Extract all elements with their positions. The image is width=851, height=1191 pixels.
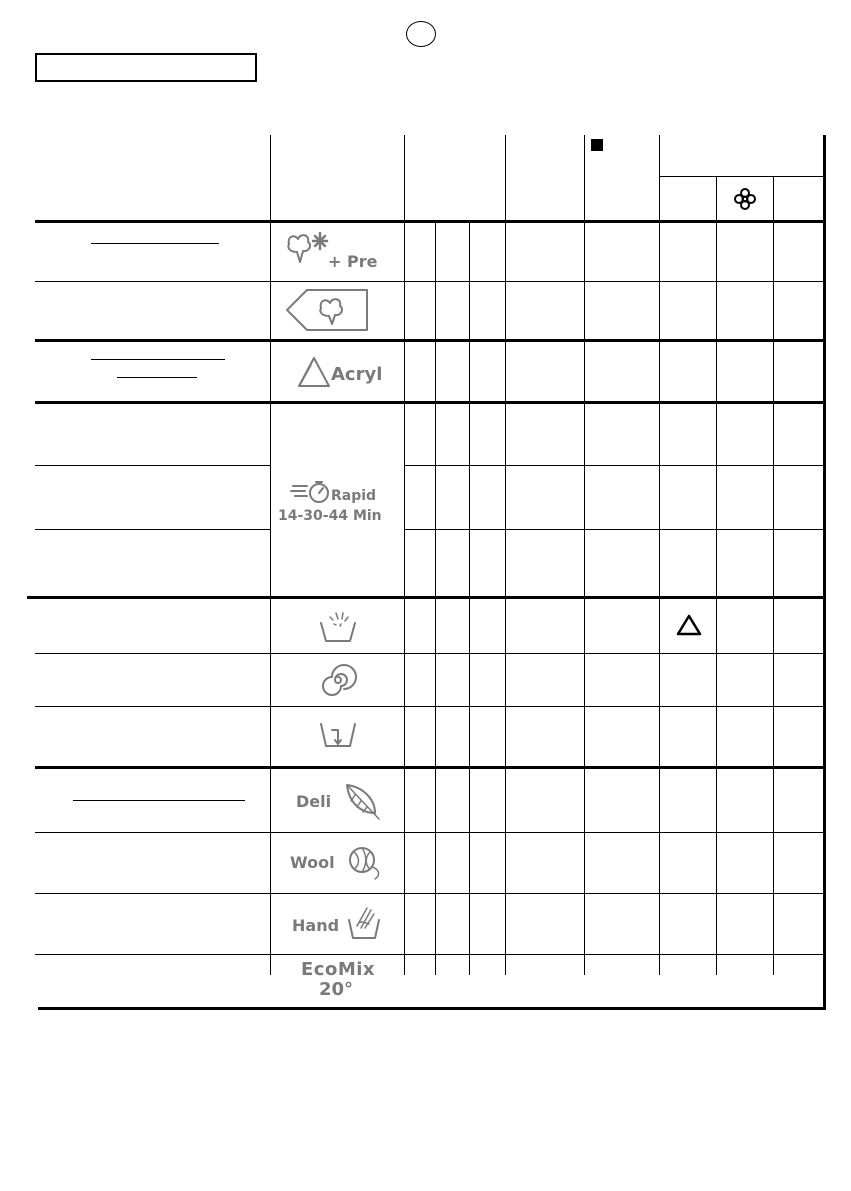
bleach-triangle-icon	[676, 614, 702, 636]
hand-basin-icon	[347, 904, 381, 940]
programme-cell-drain	[271, 707, 404, 766]
row-line	[404, 529, 825, 530]
rinse-basin-icon	[318, 609, 358, 643]
group-line	[35, 401, 825, 404]
programme-title-underline	[91, 243, 219, 244]
language-badge	[406, 21, 436, 47]
synthetic-triangle-icon	[297, 356, 331, 388]
programme-title-underline	[73, 800, 245, 801]
row-line	[404, 465, 825, 466]
programme-title-underline	[117, 377, 197, 378]
row-line	[35, 893, 825, 894]
programme-sub-label: 20°	[319, 979, 354, 1000]
group-line	[27, 596, 825, 599]
programme-cell-cotton-prewash	[271, 222, 404, 281]
row-line	[35, 529, 270, 530]
row-line	[35, 465, 270, 466]
row-line	[35, 706, 825, 707]
programme-label: Acryl	[331, 364, 383, 385]
col-divider-load	[505, 135, 506, 975]
col-sub-3	[716, 176, 717, 975]
filled-square-icon	[591, 139, 603, 151]
spin-spiral-icon	[321, 663, 355, 697]
programme-title-underline	[91, 359, 225, 360]
programme-cell-rapid	[271, 404, 404, 596]
row-line	[35, 653, 825, 654]
programme-cell-cotton	[271, 282, 404, 339]
programme-label: + Pre	[328, 252, 378, 271]
programme-cell-ecomix	[271, 955, 404, 1005]
programme-label: Wool	[290, 853, 335, 872]
col-sub-4	[773, 176, 774, 975]
group-line	[35, 339, 825, 342]
rapid-stopwatch-icon	[289, 480, 331, 504]
programme-cell-synthetic	[271, 342, 404, 401]
header-subrow-line	[659, 176, 825, 177]
row-line	[35, 954, 825, 955]
col-divider-detergent	[659, 135, 660, 975]
programme-cell-rinse	[271, 599, 404, 653]
title-box	[35, 53, 257, 82]
table-right-border	[823, 135, 826, 1010]
programme-label: Rapid	[331, 488, 377, 504]
programme-label: Deli	[296, 792, 332, 811]
programme-cell-handwash	[271, 894, 404, 954]
table-bottom-border	[38, 1007, 826, 1010]
cotton-tag-icon	[285, 288, 375, 332]
col-divider-spin	[584, 135, 585, 975]
drain-basin-icon	[318, 718, 358, 752]
row-line	[35, 281, 825, 282]
programme-cell-delicates	[271, 769, 404, 832]
wool-ball-icon	[345, 843, 385, 883]
group-line	[35, 766, 825, 769]
programme-cell-wool	[271, 833, 404, 893]
programme-label: EcoMix	[301, 959, 376, 980]
row-line	[35, 832, 825, 833]
col-divider-temp	[404, 135, 405, 975]
feather-icon	[341, 781, 381, 821]
programme-cell-spin	[271, 654, 404, 706]
flower-softener-icon	[734, 188, 756, 210]
programme-sub-label: 14-30-44 Min	[278, 508, 382, 524]
programme-label: Hand	[292, 916, 340, 935]
header-bottom-line	[35, 220, 825, 223]
